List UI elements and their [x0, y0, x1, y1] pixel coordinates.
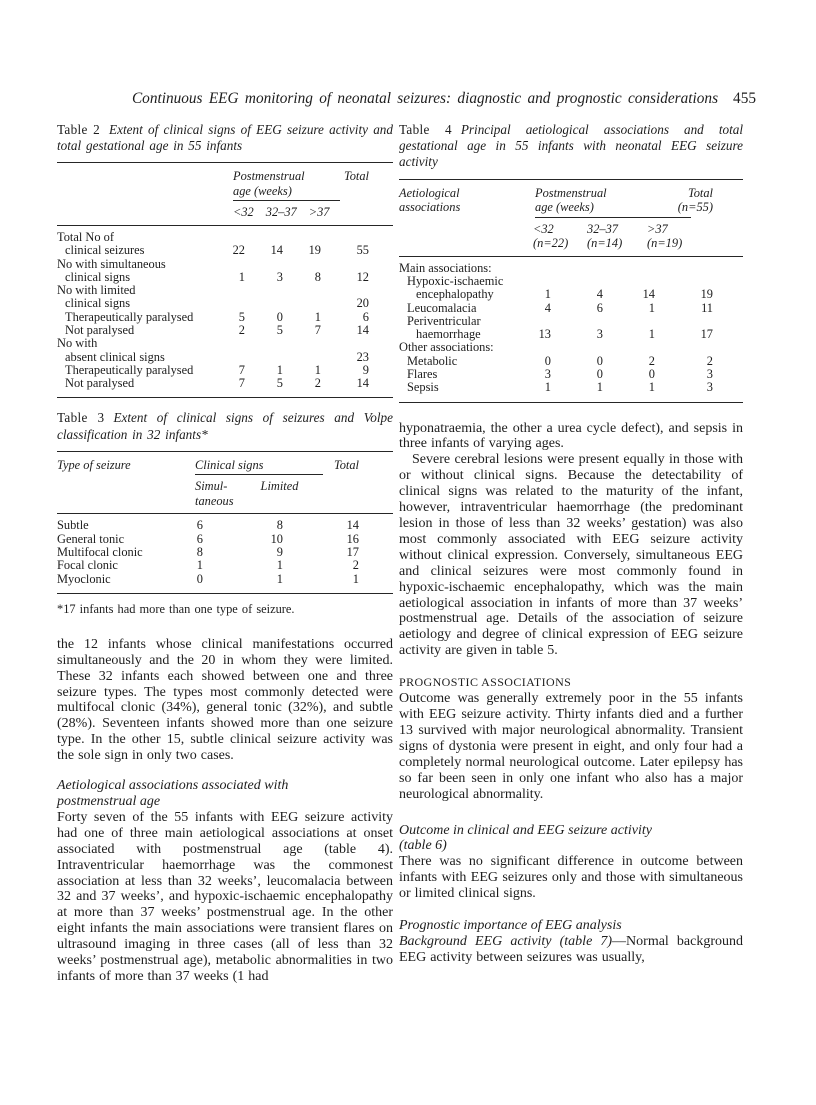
table2-caption: [57, 122, 393, 154]
row-label: Not paralysed: [65, 322, 135, 337]
row-label: Main associations:: [399, 260, 492, 275]
row-label: Leucomalacia: [407, 300, 477, 315]
cell-value: [603, 315, 655, 328]
table4-body: [399, 257, 743, 402]
cell-value: [656, 275, 713, 288]
table-row: [57, 573, 393, 586]
cell-value: 19: [308, 243, 321, 258]
section-heading-prognostic: PROGNOSTIC ASSOCIATIONS: [399, 675, 572, 690]
heading-line: postmenstrual age: [57, 794, 161, 810]
cell-value: 14: [356, 322, 369, 337]
cell-value: 9: [362, 362, 369, 377]
cell-value: [603, 341, 655, 354]
cell-value: 7: [314, 322, 321, 337]
cell-value: 6: [596, 300, 603, 315]
cell-value: 0: [544, 353, 551, 368]
cell-value: 1: [276, 558, 283, 573]
cell-value: [283, 231, 321, 244]
table4-caption-text: Principal aetiological associations and total gestational age in 55 infants with neonatal EEG seizure activity: [399, 122, 743, 170]
section-heading-outcome: [399, 823, 743, 855]
table-row: [399, 288, 743, 301]
row-label: Multifocal clonic: [57, 544, 143, 559]
cell-value: 14: [642, 287, 655, 302]
row-label: Metabolic: [407, 353, 458, 368]
cell-value: [551, 262, 603, 275]
column-header-line: <32: [533, 221, 554, 236]
right-column: [399, 122, 743, 966]
column-header: <32: [233, 205, 254, 220]
table3-body: [57, 514, 393, 592]
cell-value: 3: [276, 269, 283, 284]
cell-value: [245, 284, 283, 297]
table4-stub-header: [399, 186, 499, 218]
table-row: [399, 302, 743, 315]
cell-value: 2: [352, 558, 359, 573]
column-header: [647, 222, 699, 251]
cell-value: 17: [700, 327, 713, 342]
group-header-line: age (weeks): [233, 183, 292, 198]
left-column: [57, 122, 393, 985]
table2-total-header: Total: [343, 169, 369, 184]
cell-value: 1: [544, 380, 551, 395]
cell-value: 20: [356, 296, 369, 311]
table3-total-header: Total: [333, 457, 359, 472]
cell-value: 0: [596, 366, 603, 381]
table2: [57, 162, 393, 398]
cell-value: 3: [596, 327, 603, 342]
cell-value: [655, 341, 713, 354]
row-label: Hypoxic-ischaemic: [407, 273, 504, 288]
row-label: No with limited: [57, 283, 136, 298]
table-row: [399, 328, 743, 341]
table2-subheader-row: [57, 205, 393, 220]
cell-value: [321, 284, 369, 297]
table2-caption-text: Extent of clinical signs of EEG seizure activity and total gestational age in 55 infants: [57, 122, 393, 154]
table-row: [57, 351, 393, 364]
cell-value: [245, 297, 283, 310]
row-label: clinical seizures: [65, 243, 145, 258]
stub-header-line: Aetiological: [399, 185, 460, 200]
cell-value: 3: [544, 366, 551, 381]
cell-value: 4: [544, 300, 551, 315]
cell-value: 1: [352, 571, 359, 586]
row-label: Periventricular: [407, 313, 481, 328]
column-header-line: (n=22): [533, 236, 569, 251]
cell-value: [207, 258, 245, 271]
row-label: General tonic: [57, 531, 125, 546]
table3-label: Table 3: [57, 410, 105, 426]
cell-value: 5: [276, 322, 283, 337]
heading-line: Outcome in clinical and EEG seizure activity: [399, 822, 652, 838]
row-label: absent clinical signs: [65, 349, 165, 364]
cell-value: 1: [238, 269, 245, 284]
total-header-line: Total: [687, 185, 713, 200]
heading-line: (table 6): [399, 838, 447, 854]
cell-value: 8: [314, 269, 321, 284]
cell-value: [283, 297, 321, 310]
cell-value: 11: [701, 300, 713, 315]
row-label: Subtle: [57, 518, 89, 533]
cell-value: 8: [196, 544, 203, 559]
table3-stub-header: Type of seizure: [57, 457, 131, 472]
group-header-line: Postmenstrual: [233, 169, 305, 184]
table3-header-row: [57, 458, 393, 476]
table3-subheader-row: [57, 479, 393, 508]
row-label: No with: [57, 336, 98, 351]
table-row: [57, 297, 393, 310]
cell-value: 1: [314, 309, 321, 324]
table4-label: Table 4: [399, 122, 452, 137]
table-row: [57, 337, 393, 350]
running-head: [57, 90, 756, 108]
table-row: [399, 355, 743, 368]
table2-header-row: [57, 169, 393, 201]
table-row: [57, 258, 393, 271]
column-header: Limited: [260, 479, 299, 494]
cell-value: 2: [238, 322, 245, 337]
cell-value: [551, 341, 603, 354]
group-header-line: Postmenstrual: [535, 185, 607, 200]
column-header-line: (n=19): [647, 236, 683, 251]
cell-value: 1: [544, 287, 551, 302]
cell-value: 5: [276, 376, 283, 391]
column-header-line: taneous: [195, 493, 234, 508]
column-header: [533, 222, 579, 251]
cell-value: 6: [362, 309, 369, 324]
table-row: [57, 519, 393, 532]
column-header: [587, 222, 639, 251]
table2-body: [57, 226, 393, 398]
cell-value: 23: [356, 349, 369, 364]
table-row: [57, 377, 393, 390]
table-row: [57, 364, 393, 377]
cell-value: 1: [648, 327, 655, 342]
page-number: 455: [733, 90, 756, 107]
cell-value: 0: [596, 353, 603, 368]
paragraph: Severe cerebral lesions were present equally in those with or without clinical signs. Because the detectability of clinical signs was related to the maturity of the infant, however, intraventricular haemorrhage (the predominant lesion in those of less than 32 weeks’ gestation) was also most commonly associated with EEG seizure activity without clinical expression. Conversely, simultaneous EEG and clinical seizures were most commonly found in hypoxic-ischaemic encephalopathy, which was the main aetiological association in infants of more than 37 weeks’ postmenstrual age. Details of the association of seizure aetiology and degree of clinical expression of EEG seizure activity are given in table 5.: [399, 452, 743, 659]
cell-value: 0: [648, 366, 655, 381]
paragraph: [399, 934, 743, 966]
row-label: Not paralysed: [65, 376, 135, 391]
cell-value: [321, 231, 369, 244]
cell-value: 1: [276, 362, 283, 377]
column-header-line: (n=14): [587, 236, 623, 251]
cell-value: 17: [346, 544, 359, 559]
cell-value: 2: [648, 353, 655, 368]
row-label: Flares: [407, 366, 438, 381]
cell-value: 0: [276, 309, 283, 324]
table-row: [399, 341, 743, 354]
column-header: >37: [308, 205, 330, 220]
cell-value: [245, 337, 283, 350]
table4-group-cell: [499, 186, 655, 218]
table3-footnote: *17 infants had more than one type of seizure.: [57, 601, 295, 616]
cell-value: 14: [346, 518, 359, 533]
table3-group-cell: [162, 458, 283, 476]
cell-value: [655, 262, 713, 275]
paragraph: Outcome was generally extremely poor in the 55 infants with EEG seizure activity. Thirty infants died and a further 13 survived with major neurological abnormality. Transient signs of dystonia were present in eight, and only four had a completely normal neurological outcome. Later epilepsy has so far been seen in only one infant who also has a major neurological abnormality.: [399, 691, 743, 802]
cell-value: 6: [196, 531, 203, 546]
cell-value: 16: [346, 531, 359, 546]
cell-value: [321, 337, 369, 350]
cell-value: 3: [706, 380, 713, 395]
table4: [399, 179, 743, 403]
table-row: [57, 533, 393, 546]
cell-value: 1: [314, 362, 321, 377]
column-header: 32–37: [265, 205, 297, 220]
stub-header-line: associations: [399, 200, 461, 215]
cell-value: [605, 275, 656, 288]
column-header: [195, 479, 234, 508]
cell-value: [245, 258, 283, 271]
column-header-line: 32–37: [587, 221, 618, 236]
cell-value: 7: [238, 362, 245, 377]
cell-value: 7: [238, 376, 245, 391]
cell-value: 1: [196, 558, 203, 573]
cell-value: 8: [276, 518, 283, 533]
table3-caption-text: Extent of clinical signs of seizures and Volpe classification in 32 infants*: [57, 410, 393, 442]
table-row: [57, 231, 393, 244]
cell-value: 1: [648, 300, 655, 315]
cell-value: [554, 275, 605, 288]
cell-value: 19: [700, 287, 713, 302]
cell-value: 0: [196, 571, 203, 586]
paragraph: hyponatraemia, the other a urea cycle defect), and sepsis in three infants of varying ages.: [399, 420, 743, 452]
cell-value: [207, 231, 245, 244]
paragraph-lead-italic: Background EEG activity (table 7): [399, 933, 613, 949]
cell-value: [551, 315, 603, 328]
cell-value: [655, 315, 713, 328]
table-row: [57, 546, 393, 559]
table-row: [399, 275, 743, 288]
heading-line: Aetiological associations associated with: [57, 778, 289, 794]
cell-value: [207, 284, 245, 297]
cell-value: 5: [238, 309, 245, 324]
cell-value: [503, 275, 554, 288]
table2-group-cell: [207, 169, 321, 201]
cell-value: 1: [276, 571, 283, 586]
table3-header: [57, 452, 393, 515]
row-label: Focal clonic: [57, 558, 118, 573]
cell-value: [499, 262, 551, 275]
cell-value: [499, 315, 551, 328]
group-header-line: Clinical signs: [195, 457, 264, 472]
cell-value: 14: [270, 243, 283, 258]
table4-header: [399, 180, 743, 257]
cell-value: [207, 297, 245, 310]
row-label: Myoclonic: [57, 571, 111, 586]
total-header-line: (n=55): [677, 200, 713, 215]
cell-value: [245, 351, 283, 364]
row-label: No with simultaneous: [57, 256, 166, 271]
table-row: [57, 244, 393, 257]
row-label: clinical signs: [65, 296, 131, 311]
cell-value: 1: [596, 380, 603, 395]
paragraph: the 12 infants whose clinical manifestations occurred simultaneously and the 20 in whom they were limited. These 32 infants each showed between one and three seizure types. The types most commonly detected were multifocal clonic (34%), general tonic (32%), and subtle (28%). Seventeen infants showed more than one seizure type. In the other 15, subtle clinical seizure activity was the sole sign in only two cases.: [57, 636, 393, 764]
row-label: encephalopathy: [416, 287, 494, 302]
table-row: [57, 311, 393, 324]
cell-value: [245, 231, 283, 244]
row-label: Therapeutically paralysed: [65, 309, 194, 324]
cell-value: [499, 341, 551, 354]
table-row: [399, 368, 743, 381]
table-row: [57, 559, 393, 572]
table-row: [399, 262, 743, 275]
paragraph: Forty seven of the 55 infants with EEG seizure activity had one of three main aetiological associations at onset associated with postmenstrual age (table 4). Intraventricular haemorrhage was the commonest association at less than 32 weeks’, leucomalacia between 32 and 37 weeks’, and hypoxic-ischaemic encephalopathy at more than 37 weeks’ postmenstrual age. In the other eight infants the main associations were transient flares on ultrasound imaging in three cases (all of less than 32 weeks’ postmenstrual age), metabolic abnormalities in two infants of more than 37 weeks (1 had: [57, 809, 393, 984]
section-heading-aetiological: [57, 778, 393, 810]
table-row: [57, 284, 393, 297]
column-header-line: >37: [647, 221, 668, 236]
row-label: Therapeutically paralysed: [65, 362, 194, 377]
cell-value: 10: [270, 531, 283, 546]
cell-value: [283, 284, 321, 297]
table4-header-row: [399, 186, 743, 218]
table4-caption: [399, 122, 743, 171]
cell-value: 12: [356, 269, 369, 284]
cell-value: 9: [276, 544, 283, 559]
cell-value: [207, 351, 245, 364]
cell-value: 3: [706, 366, 713, 381]
column-header-line: Simul-: [195, 479, 228, 494]
cell-value: 55: [356, 243, 369, 258]
cell-value: 4: [596, 287, 603, 302]
row-label: Sepsis: [407, 380, 439, 395]
table-row: [57, 324, 393, 337]
cell-value: 2: [706, 353, 713, 368]
cell-value: 13: [538, 327, 551, 342]
row-label: clinical signs: [65, 269, 131, 284]
paragraph-text: —Normal background EEG activity between seizures was usually,: [399, 933, 744, 965]
paragraph: There was no significant difference in outcome between infants with EEG seizures only and those with simultaneous or limited clinical signs.: [399, 854, 743, 902]
cell-value: [283, 258, 321, 271]
table2-stub-header: [57, 169, 207, 201]
cell-value: [283, 351, 321, 364]
table3: [57, 451, 393, 594]
row-label: Other associations:: [399, 340, 494, 355]
table-row: [399, 381, 743, 394]
cell-value: 2: [314, 376, 321, 391]
table3-caption: [57, 410, 393, 442]
section-heading-eeg-analysis: Prognostic importance of EEG analysis: [399, 918, 622, 934]
cell-value: 22: [232, 243, 245, 258]
cell-value: [283, 337, 321, 350]
group-header-line: age (weeks): [535, 200, 594, 215]
cell-value: [207, 337, 245, 350]
table2-label: Table 2: [57, 122, 101, 137]
row-label: haemorrhage: [416, 327, 481, 342]
cell-value: [321, 258, 369, 271]
table-row: [399, 315, 743, 328]
table4-total-header: [655, 186, 713, 218]
cell-value: 14: [356, 376, 369, 391]
cell-value: 6: [196, 518, 203, 533]
running-head-title: Continuous EEG monitoring of neonatal seizures: diagnostic and prognostic considerations: [131, 90, 719, 107]
table4-subheader-row: [399, 222, 743, 251]
table-row: [57, 271, 393, 284]
table2-header: [57, 163, 393, 226]
cell-value: 1: [648, 380, 655, 395]
row-label: Total No of: [57, 229, 114, 244]
cell-value: [603, 262, 655, 275]
